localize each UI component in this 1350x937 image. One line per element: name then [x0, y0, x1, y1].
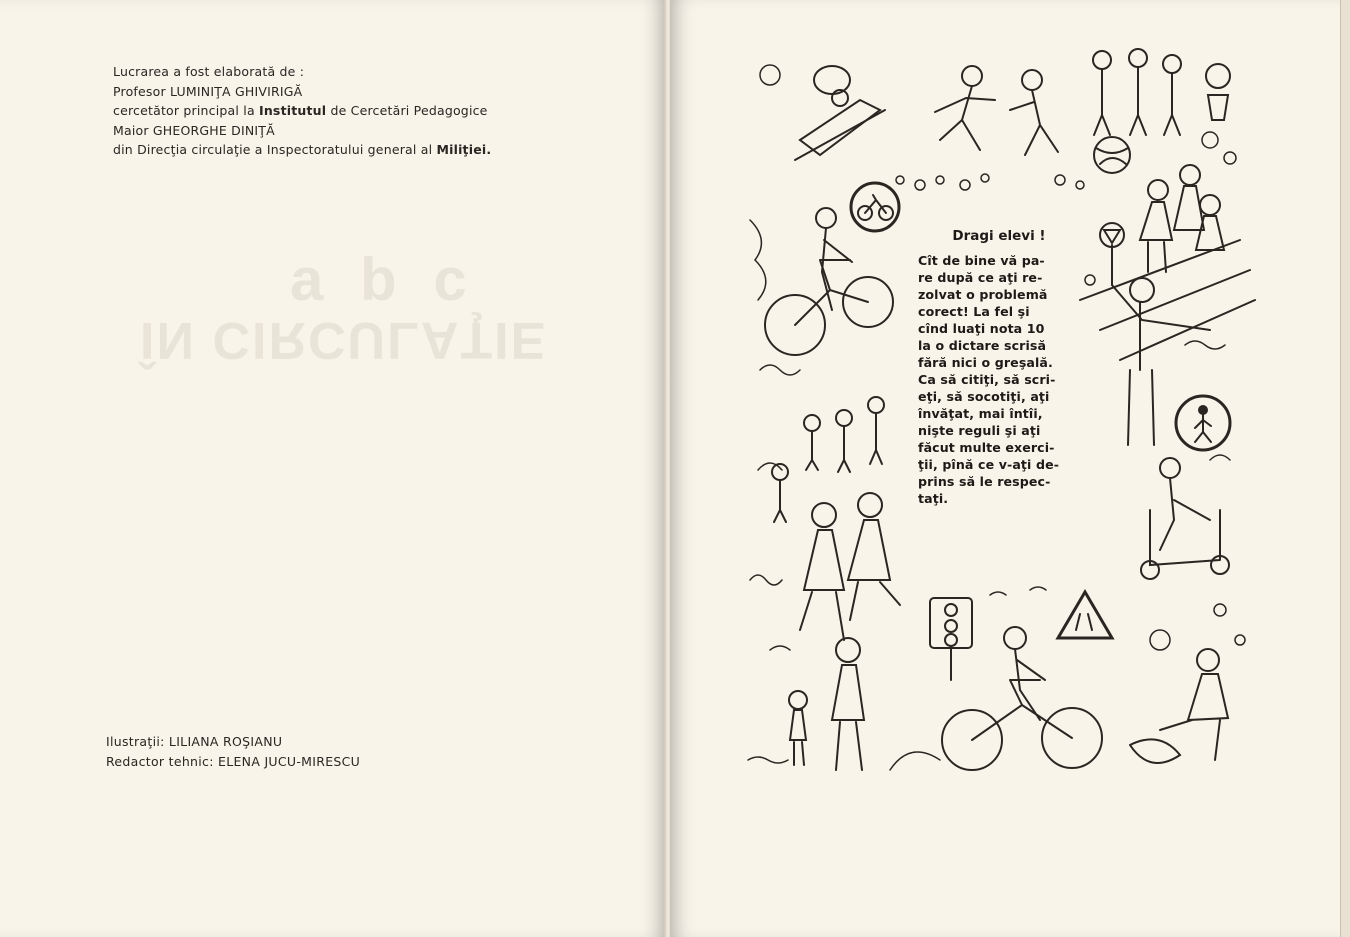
text-line: Ca să citiţi, să scri-: [918, 372, 1056, 387]
text-line: zolvat o problemă: [918, 287, 1048, 302]
text-line: eţi, să socotiţi, aţi: [918, 389, 1050, 404]
credit-line: Lucrarea a fost elaborată de :: [113, 64, 305, 79]
text-line: corect! La fel şi: [918, 304, 1030, 319]
bicycle-sign-icon: [851, 183, 899, 231]
credit-line: Profesor LUMINIŢA GHIVIRIGĂ: [113, 83, 303, 99]
intro-paragraph: [918, 252, 1074, 507]
page-edge: [1340, 0, 1350, 937]
yield-sign-icon: [1100, 223, 1124, 247]
text-line: ţii, pînă ce v-aţi de-: [918, 457, 1060, 472]
bleed-through-subtitle: ÎN CIRCULAŢIE: [140, 311, 548, 369]
standing-children-drawing: [1093, 49, 1230, 135]
illustrator-credit: Ilustraţii: LILIANA ROŞIANU: [106, 734, 283, 749]
text-line: cînd luaţi nota 10: [918, 321, 1045, 336]
pedestrian-sign-icon: [1176, 396, 1230, 450]
credit-line: cercetător principal la Institutul de Cercetări Pedagogice: [113, 103, 488, 118]
left-page: [0, 0, 667, 937]
skating-girl-right-drawing: [1130, 649, 1228, 763]
mother-child-drawing: [789, 638, 864, 770]
sled-children-drawing: [795, 66, 885, 160]
text-line: la o dictare scrisă: [918, 338, 1047, 353]
text-line: nişte reguli şi aţi: [918, 423, 1041, 438]
running-children-drawing: [935, 66, 1058, 155]
text-line: Cît de bine vă pa-: [918, 253, 1045, 268]
text-line: făcut multe exerci-: [918, 440, 1055, 455]
greeting-heading: Dragi elevi !: [952, 228, 1046, 244]
bleed-through-title: a b c: [290, 246, 477, 313]
policeman-drawing: [1112, 245, 1210, 445]
authors-credits: [113, 62, 491, 160]
text-line: fără nici o greşală.: [918, 355, 1053, 370]
text-line: învăţat, mai întîi,: [918, 406, 1043, 421]
children-crossing-sign-icon: [1058, 592, 1112, 638]
credit-line: din Direcţia circulaţie a Inspectoratului general al Miliţiei.: [113, 142, 492, 157]
traffic-light-icon: [930, 598, 972, 680]
intro-text-box: [918, 228, 1074, 507]
production-credits: [106, 732, 360, 772]
text-line: taţi.: [918, 491, 949, 506]
scooter-boy-drawing: [1141, 458, 1229, 579]
credit-line: Maior GHEORGHE DINIŢĂ: [113, 122, 275, 138]
text-line: re după ce aţi re-: [918, 270, 1043, 285]
ball-drawing: [1094, 137, 1130, 173]
skating-girls-drawing: [800, 493, 900, 640]
tech-editor-credit: Redactor tehnic: ELENA JUCU-MIRESCU: [106, 754, 361, 769]
crosswalk-girls-drawing: [1080, 165, 1255, 360]
text-line: prins să le respec-: [918, 474, 1051, 489]
